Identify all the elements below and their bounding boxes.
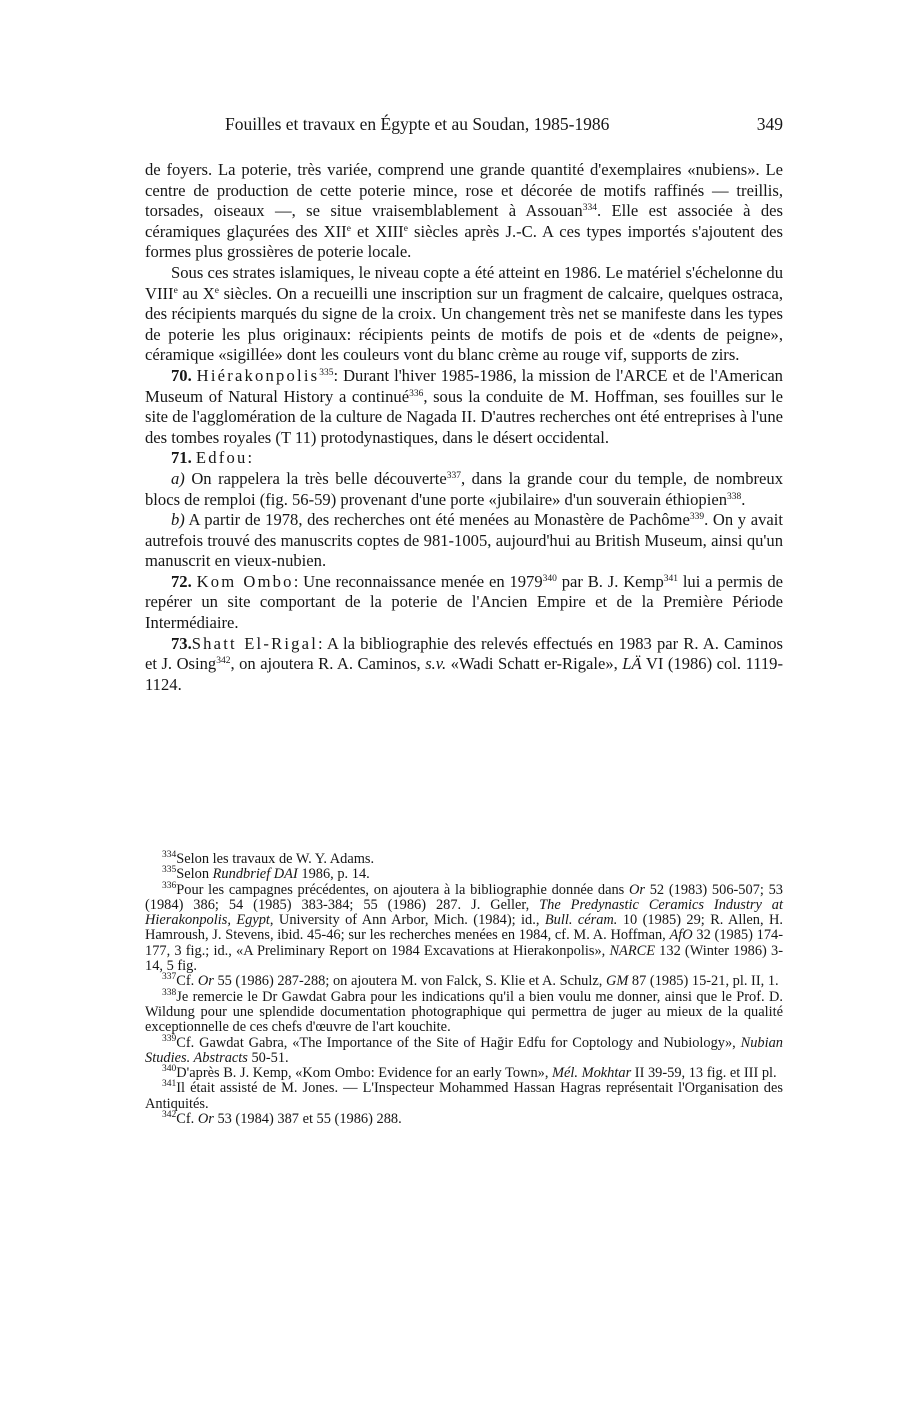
paragraph-pottery xyxy=(145,160,783,263)
footnotes xyxy=(145,852,783,1127)
footnote xyxy=(145,1033,783,1067)
footnote-ref: 339 xyxy=(689,512,705,523)
text-run: Pour les campagnes précédentes, on ajoutera à la bibliographie donnée dans xyxy=(176,881,629,898)
footnote-ref: 342 xyxy=(216,656,231,667)
italic-text: NARCE xyxy=(609,942,656,959)
text-run: Il était assisté de M. Jones. — L'Inspecteur Mohammed Hassan Hagras représentait l'Organisation des Antiquités. xyxy=(145,1080,783,1112)
italic-text: Bull. céram. xyxy=(544,912,618,929)
text-run: Cf. Gawdat Gabra, «The Importance of the Site of Hağir Edfu for Coptology and Nubiology», xyxy=(176,1034,741,1051)
footnote xyxy=(145,880,784,975)
item-label: a) xyxy=(171,468,185,488)
text-run: Je remercie le Dr Gawdat Gabra pour les indications qu'il a bien voulu me donner, ainsi que le Prof. D. Wildung pour une splendide documentation photographique qui permettra de juger au mieux de la qualité exceptionnelle de ces chefs d'œuvre de l'art kouchite. xyxy=(145,988,783,1036)
footnote-ref: 341 xyxy=(663,573,678,584)
italic-text: LÄ xyxy=(622,654,642,674)
section-73 xyxy=(145,634,783,696)
footnote xyxy=(145,987,783,1036)
footnote-number: 335 xyxy=(162,865,177,876)
text-run: : Durant l'hiver 1985-1986, la mission de l'ARCE et de l'American Museum of Natural History a continué xyxy=(145,365,783,406)
footnote xyxy=(145,974,783,989)
footnote-number: 336 xyxy=(162,880,177,891)
text-run: et XIII xyxy=(350,221,404,241)
text-run: VI (1986) col. 1119-1124. xyxy=(145,654,783,694)
footnote-number: 342 xyxy=(162,1110,177,1121)
text-run: Selon les travaux de W. Y. Adams. xyxy=(176,851,375,867)
footnote-ref: 336 xyxy=(409,388,424,399)
section-number: 72. xyxy=(171,571,192,591)
section-72 xyxy=(145,572,783,634)
text-run: par B. J. Kemp xyxy=(556,571,664,591)
footnote-ref: 335 xyxy=(319,367,334,378)
text-run: , sous la conduite de M. Hoffman, ses fouilles sur le site de l'agglomération de la culture de Nagada II. D'autres recherches ont été entreprises à l'une des tombes royales (T 11) protodynastiques, dans le désert occidental. xyxy=(145,386,783,447)
text-run: de foyers. La poterie, très variée, comprend une grande quantité d'exemplaires «nubiens». Le centre de production de cette poterie mince, rose et décorée de motifs raffinés — treillis, torsades, oiseaux —, se situe vraisemblablement à Assouan xyxy=(145,160,783,221)
text-run: Sous ces strates islamiques, le niveau copte a été atteint en 1986. Le matériel s'échelonne du VIII xyxy=(145,262,783,303)
paragraph-coptic-level xyxy=(145,263,783,366)
section-number: 70. xyxy=(171,365,192,385)
site-name: Shatt El-Rigal xyxy=(191,633,319,653)
site-name: Edfou xyxy=(195,448,248,468)
section-71-a xyxy=(145,469,783,510)
text-run: , University of Ann Arbor, Mich. (1984); id., xyxy=(269,912,545,929)
superscript: e xyxy=(403,223,408,234)
text-run: A partir de 1978, des recherches ont été menées au Monastère de Pachôme xyxy=(184,510,690,530)
text-run: siècles. On a recueilli une inscription sur un fragment de calcaire, quelques ostraca, des récipients marqués du signe de la croix. Un changement très net se manifeste dans les types de poterie les plus originaux: récipients peints de motifs de pois et de «dents de peigne», céramique «sigillée» dont les couleurs vont du blanc crème au rouge vif, supports de zirs. xyxy=(145,283,783,365)
text-run: . xyxy=(741,489,746,509)
superscript: e xyxy=(214,285,219,296)
footnote xyxy=(145,867,783,882)
footnote xyxy=(145,1112,783,1127)
italic-text: GM xyxy=(605,973,629,990)
italic-text: Or xyxy=(197,973,214,990)
text-run: 132 (Winter 1986) 3-14, 5 fig. xyxy=(145,942,783,975)
page-number: 349 xyxy=(756,114,783,134)
section-71-b xyxy=(145,510,783,572)
footnote-ref: 338 xyxy=(727,491,742,502)
text-run: . On y avait autrefois trouvé des manuscrits coptes de 981-1005, aujourd'hui au British Museum, ainsi qu'un manuscrit en vieux-nubien. xyxy=(145,510,783,571)
footnote-ref: 340 xyxy=(542,573,557,584)
text-run: 1986, p. 14. xyxy=(297,866,370,883)
footnote-number: 338 xyxy=(162,987,177,998)
text-run: siècles après J.-C. A ces types importés s'ajoutent des formes plus grossières de poterie locale. xyxy=(145,221,783,262)
italic-text: Mél. Mokhtar xyxy=(552,1065,632,1082)
footnote-ref: 334 xyxy=(582,203,597,214)
text-run: lui a permis de repérer un site comportant de la poterie de l'Ancien Empire et de la Première Période Intermédiaire. xyxy=(145,571,783,633)
footnote-number: 337 xyxy=(162,972,177,983)
text-run: 52 (1983) 506-507; 53 (1984) 386; 54 (1985) 383-384; 55 (1986) 287. J. Geller, xyxy=(145,881,784,913)
text-run: 87 (1985) 15-21, pl. II, 1. xyxy=(628,973,779,990)
footnote xyxy=(145,1081,783,1112)
superscript: e xyxy=(173,285,178,296)
text-run: D'après B. J. Kemp, «Kom Ombo: Evidence for an early Town», xyxy=(176,1065,553,1082)
text-run: «Wadi Schatt er-Rigale», xyxy=(446,654,623,674)
italic-text: Nubian Studies. Abstracts xyxy=(145,1034,783,1066)
italic-text: s.v. xyxy=(425,654,447,674)
italic-text: Or xyxy=(197,1111,214,1128)
italic-text: The Predynastic Ceramics Industry at Hierakonpolis, Egypt xyxy=(145,896,784,929)
site-name: Kom Ombo xyxy=(196,571,294,591)
text-run: 32 (1985) 174-177, 3 fig.; id., «A Preliminary Report on 1984 Excavations at Hierakonpolis», xyxy=(145,927,783,959)
text-run: . Elle est associée à des céramiques glaçurées des XII xyxy=(145,201,783,241)
text-run: : Une reconnaissance menée en 1979 xyxy=(293,571,543,591)
text-run: 55 (1986) 287-288; on ajoutera M. von Falck, S. Klie et A. Schulz, xyxy=(213,973,606,990)
running-header xyxy=(145,114,783,138)
italic-text: Rundbrief DAI xyxy=(212,866,298,883)
main-text xyxy=(145,160,783,695)
running-title: Fouilles et travaux en Égypte et au Soudan, 1985-1986 xyxy=(225,114,610,134)
text-run: Cf. xyxy=(176,973,198,990)
text-run: , on ajoutera R. A. Caminos, xyxy=(230,654,426,674)
text-run: : A la bibliographie des relevés effectués en 1983 par R. A. Caminos et J. Osing xyxy=(145,633,783,674)
footnote-ref: 337 xyxy=(446,470,462,481)
text-run: Cf. xyxy=(176,1111,198,1128)
section-number: 71. xyxy=(171,448,192,468)
text-run: , dans la grande cour du temple, de nombreux blocs de remploi (fig. 56-59) provenant d'une porte «jubilaire» d'un souverain éthiopien xyxy=(145,468,783,509)
footnote-number: 339 xyxy=(162,1033,177,1044)
footnote-number: 334 xyxy=(162,850,177,860)
text-run: 50-51. xyxy=(247,1049,289,1066)
superscript: e xyxy=(346,223,351,234)
footnote xyxy=(145,852,783,867)
italic-text: Or xyxy=(629,881,645,898)
text-run: Selon xyxy=(176,866,213,883)
footnote-number: 340 xyxy=(162,1064,177,1075)
text-run: 53 (1984) 387 et 55 (1986) 288. xyxy=(213,1111,402,1128)
section-number: 73. xyxy=(171,633,192,653)
section-71 xyxy=(145,448,783,469)
site-name: Hiérakonpolis xyxy=(196,365,320,385)
italic-text: AfO xyxy=(669,927,693,944)
item-label: b) xyxy=(171,510,185,530)
text-run: : xyxy=(247,448,253,468)
text-run: 10 (1985) 29; R. Allen, H. Hamroush, J. Stevens, ibid. 45-46; sur les recherches menées en 1984, cf. M. A. Hoffman, xyxy=(145,912,783,944)
text-run: II 39-59, 13 fig. et III pl. xyxy=(631,1065,777,1082)
text-run: au X xyxy=(177,283,215,303)
text-run: On rappelera la très belle découverte xyxy=(184,468,447,488)
section-70 xyxy=(145,366,783,448)
footnote-number: 341 xyxy=(162,1079,177,1090)
